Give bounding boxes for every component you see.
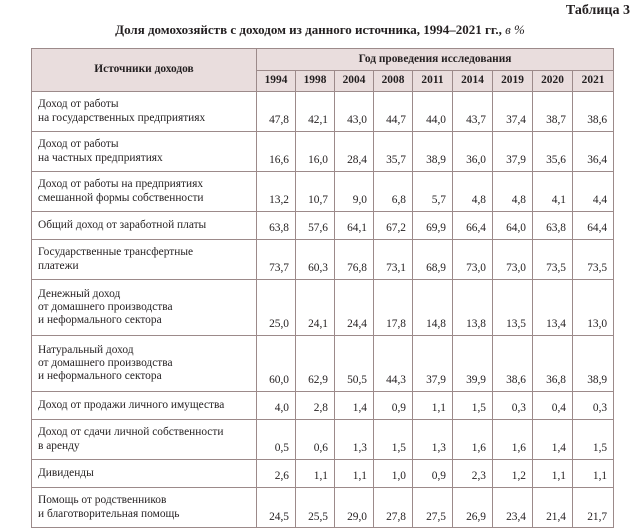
value-cell: 38,9 — [413, 132, 453, 172]
value-cell: 68,9 — [413, 240, 453, 280]
year-header: 2011 — [413, 71, 453, 92]
table-row — [32, 280, 614, 336]
caption-unit: в % — [505, 22, 525, 37]
value-cell: 1,6 — [493, 420, 533, 460]
value-cell: 37,9 — [413, 336, 453, 392]
value-cell: 66,4 — [453, 212, 493, 240]
caption-text: Доля домохозяйств с доходом из данного источника, 1994–2021 гг., — [115, 22, 506, 37]
value-cell: 0,9 — [374, 392, 413, 420]
value-cell: 73,0 — [453, 240, 493, 280]
table-row — [32, 488, 614, 528]
value-cell: 1,1 — [335, 460, 374, 488]
value-cell: 60,3 — [296, 240, 335, 280]
value-cell: 37,4 — [493, 92, 533, 132]
year-header: 1998 — [296, 71, 335, 92]
table-row — [32, 212, 614, 240]
value-cell: 36,0 — [453, 132, 493, 172]
value-cell: 1,4 — [533, 420, 573, 460]
year-header: 2021 — [573, 71, 614, 92]
value-cell: 1,1 — [296, 460, 335, 488]
value-cell: 0,3 — [573, 392, 614, 420]
table-row — [32, 132, 614, 172]
value-cell: 21,4 — [533, 488, 573, 528]
value-cell: 4,0 — [257, 392, 296, 420]
value-cell: 38,6 — [493, 336, 533, 392]
value-cell: 2,8 — [296, 392, 335, 420]
value-cell: 1,1 — [413, 392, 453, 420]
value-cell: 38,6 — [573, 92, 614, 132]
year-group-header: Год проведения исследования — [257, 49, 614, 71]
value-cell: 17,8 — [374, 280, 413, 336]
value-cell: 50,5 — [335, 336, 374, 392]
value-cell: 38,9 — [573, 336, 614, 392]
value-cell: 13,0 — [573, 280, 614, 336]
table-row — [32, 240, 614, 280]
value-cell: 42,1 — [296, 92, 335, 132]
value-cell: 63,8 — [257, 212, 296, 240]
value-cell: 4,8 — [493, 172, 533, 212]
value-cell: 1,5 — [374, 420, 413, 460]
value-cell: 0,5 — [257, 420, 296, 460]
value-cell: 64,1 — [335, 212, 374, 240]
value-cell: 14,8 — [413, 280, 453, 336]
value-cell: 63,8 — [533, 212, 573, 240]
value-cell: 24,4 — [335, 280, 374, 336]
value-cell: 23,4 — [493, 488, 533, 528]
value-cell: 10,7 — [296, 172, 335, 212]
value-cell: 21,7 — [573, 488, 614, 528]
row-label: Доход от работы на государственных предприятиях — [32, 92, 257, 132]
value-cell: 28,4 — [335, 132, 374, 172]
value-cell: 43,7 — [453, 92, 493, 132]
value-cell: 1,4 — [335, 392, 374, 420]
value-cell: 0,9 — [413, 460, 453, 488]
value-cell: 0,4 — [533, 392, 573, 420]
table-row — [32, 92, 614, 132]
value-cell: 1,5 — [573, 420, 614, 460]
year-header: 2019 — [493, 71, 533, 92]
value-cell: 27,5 — [413, 488, 453, 528]
value-cell: 38,7 — [533, 92, 573, 132]
value-cell: 9,0 — [335, 172, 374, 212]
value-cell: 13,5 — [493, 280, 533, 336]
value-cell: 44,7 — [374, 92, 413, 132]
value-cell: 16,0 — [296, 132, 335, 172]
table-caption — [0, 22, 640, 38]
row-label: Общий доход от заработной платы — [32, 212, 257, 240]
value-cell: 1,1 — [533, 460, 573, 488]
year-header: 2014 — [453, 71, 493, 92]
value-cell: 13,8 — [453, 280, 493, 336]
value-cell: 24,5 — [257, 488, 296, 528]
value-cell: 47,8 — [257, 92, 296, 132]
year-header: 2008 — [374, 71, 413, 92]
value-cell: 43,0 — [335, 92, 374, 132]
value-cell: 67,2 — [374, 212, 413, 240]
value-cell: 35,6 — [533, 132, 573, 172]
row-label: Доход от работы на предприятиях смешанной формы собственности — [32, 172, 257, 212]
value-cell: 24,1 — [296, 280, 335, 336]
row-label: Натуральный доход от домашнего производства и неформального сектора — [32, 336, 257, 392]
value-cell: 25,0 — [257, 280, 296, 336]
value-cell: 1,2 — [493, 460, 533, 488]
year-header: 2020 — [533, 71, 573, 92]
source-column-header: Источники доходов — [32, 49, 257, 92]
table-number: Таблица 3 — [565, 3, 630, 18]
value-cell: 4,8 — [453, 172, 493, 212]
value-cell: 27,8 — [374, 488, 413, 528]
value-cell: 26,9 — [453, 488, 493, 528]
row-label: Дивиденды — [32, 460, 257, 488]
row-label: Помощь от родственников и благотворительная помощь — [32, 488, 257, 528]
value-cell: 37,9 — [493, 132, 533, 172]
value-cell: 73,1 — [374, 240, 413, 280]
value-cell: 0,6 — [296, 420, 335, 460]
value-cell: 39,9 — [453, 336, 493, 392]
value-cell: 4,4 — [573, 172, 614, 212]
value-cell: 25,5 — [296, 488, 335, 528]
value-cell: 60,0 — [257, 336, 296, 392]
value-cell: 62,9 — [296, 336, 335, 392]
row-label: Государственные трансфертные платежи — [32, 240, 257, 280]
row-label: Доход от продажи личного имущества — [32, 392, 257, 420]
value-cell: 69,9 — [413, 212, 453, 240]
value-cell: 1,1 — [573, 460, 614, 488]
value-cell: 73,5 — [573, 240, 614, 280]
table-row — [32, 420, 614, 460]
value-cell: 4,1 — [533, 172, 573, 212]
value-cell: 35,7 — [374, 132, 413, 172]
value-cell: 73,0 — [493, 240, 533, 280]
value-cell: 73,7 — [257, 240, 296, 280]
value-cell: 2,3 — [453, 460, 493, 488]
value-cell: 2,6 — [257, 460, 296, 488]
row-label: Доход от сдачи личной собственности в аренду — [32, 420, 257, 460]
value-cell: 44,3 — [374, 336, 413, 392]
value-cell: 13,2 — [257, 172, 296, 212]
value-cell: 1,0 — [374, 460, 413, 488]
value-cell: 16,6 — [257, 132, 296, 172]
value-cell: 6,8 — [374, 172, 413, 212]
table-row — [32, 336, 614, 392]
value-cell: 36,4 — [573, 132, 614, 172]
year-header: 2004 — [335, 71, 374, 92]
value-cell: 36,8 — [533, 336, 573, 392]
table-row — [32, 392, 614, 420]
table-body — [32, 92, 614, 528]
value-cell: 44,0 — [413, 92, 453, 132]
table-row — [32, 172, 614, 212]
value-cell: 29,0 — [335, 488, 374, 528]
value-cell: 1,3 — [335, 420, 374, 460]
value-cell: 73,5 — [533, 240, 573, 280]
income-sources-table — [31, 48, 614, 528]
value-cell: 1,6 — [453, 420, 493, 460]
row-label: Доход от работы на частных предприятиях — [32, 132, 257, 172]
table-row — [32, 460, 614, 488]
value-cell: 64,0 — [493, 212, 533, 240]
value-cell: 5,7 — [413, 172, 453, 212]
value-cell: 0,3 — [493, 392, 533, 420]
row-label: Денежный доход от домашнего производства и неформального сектора — [32, 280, 257, 336]
year-header: 1994 — [257, 71, 296, 92]
value-cell: 13,4 — [533, 280, 573, 336]
value-cell: 57,6 — [296, 212, 335, 240]
value-cell: 1,5 — [453, 392, 493, 420]
value-cell: 1,3 — [413, 420, 453, 460]
value-cell: 64,4 — [573, 212, 614, 240]
value-cell: 76,8 — [335, 240, 374, 280]
